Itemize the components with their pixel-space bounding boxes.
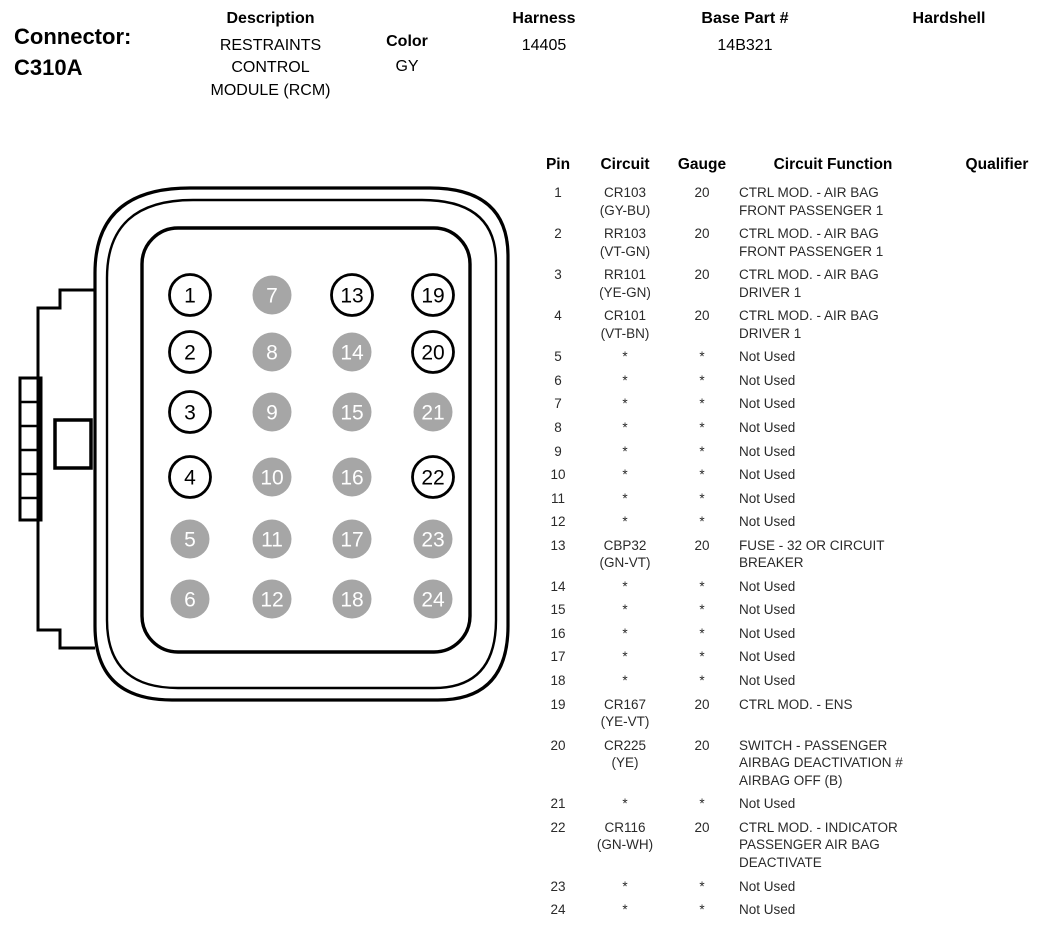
circuit-function-cell: Not Used [739, 420, 796, 436]
connector-pin-20 [413, 332, 454, 373]
circuit-cell: * [622, 443, 628, 459]
connector-pin-9 [253, 393, 292, 432]
connector-pin-4 [170, 457, 211, 498]
pin-number-label: 20 [421, 341, 445, 365]
description-value: RESTRAINTS CONTROL MODULE (RCM) [210, 37, 331, 99]
pin-row-14 [537, 575, 1061, 599]
col-header-qualifier: Qualifier [965, 156, 1029, 173]
pin-number-cell: 24 [550, 902, 566, 918]
pin-number-cell: 4 [554, 308, 562, 324]
qualifier-cell [933, 416, 1061, 440]
gauge-cell: 20 [694, 696, 710, 712]
circuit-cell: RR103 (VT-GN) [599, 226, 651, 259]
pin-number-label: 10 [260, 466, 284, 490]
qualifier-cell [933, 369, 1061, 393]
connector-pin-23 [414, 520, 453, 559]
circuit-cell: * [622, 902, 628, 918]
connector-pin-10 [253, 458, 292, 497]
pin-row-2 [537, 222, 1061, 263]
qualifier-cell [933, 792, 1061, 816]
pin-number-label: 2 [184, 341, 196, 365]
connector-id-block [14, 22, 131, 84]
gauge-cell: * [699, 349, 705, 365]
pin-row-20 [537, 734, 1061, 793]
connector-pin-6 [171, 580, 210, 619]
circuit-cell: CR225 (YE) [603, 737, 647, 771]
qualifier-cell [933, 304, 1061, 345]
harness-value: 14405 [521, 37, 567, 54]
qualifier-cell [933, 181, 1061, 222]
pin-number-label: 15 [340, 401, 364, 425]
connector-pin-16 [333, 458, 372, 497]
connector-pin-21 [414, 393, 453, 432]
pin-number-cell: 19 [550, 696, 566, 712]
pin-number-cell: 3 [554, 267, 562, 283]
pin-number-cell: 20 [550, 737, 566, 753]
gauge-cell: 20 [694, 226, 710, 242]
pin-row-22 [537, 816, 1061, 875]
pin-number-cell: 2 [554, 226, 562, 242]
bracket-window [55, 420, 91, 468]
harness-label: Harness [512, 10, 576, 27]
gauge-cell: * [699, 673, 705, 689]
pin-number-cell: 22 [550, 819, 566, 835]
circuit-function-cell: Not Used [739, 514, 796, 530]
circuit-cell: * [622, 673, 628, 689]
pin-row-12 [537, 510, 1061, 534]
qualifier-cell [933, 263, 1061, 304]
circuit-cell: * [622, 602, 628, 618]
pin-number-cell: 1 [554, 185, 562, 200]
circuit-function-cell: Not Used [739, 602, 796, 618]
connector-diagram [10, 178, 530, 726]
circuit-cell: * [622, 625, 628, 641]
circuit-cell: * [622, 878, 628, 894]
pin-number-cell: 9 [554, 443, 562, 459]
connector-pin-3 [170, 392, 211, 433]
col-header-circuit-function: Circuit Function [773, 156, 893, 173]
pin-number-label: 4 [184, 466, 196, 490]
connector-pin-13 [332, 275, 373, 316]
circuit-function-cell: CTRL MOD. - AIR BAG FRONT PASSENGER 1 [739, 185, 884, 218]
pin-number-cell: 14 [550, 578, 566, 594]
color-label: Color [386, 33, 428, 50]
gauge-cell: * [699, 602, 705, 618]
circuit-cell: * [622, 578, 628, 594]
pin-row-8 [537, 416, 1061, 440]
pin-number-cell: 7 [554, 396, 562, 412]
connector-pin-5 [171, 520, 210, 559]
gauge-cell: * [699, 649, 705, 665]
col-header-pin: Pin [545, 156, 571, 173]
pin-number-cell: 18 [550, 673, 566, 689]
circuit-function-cell: Not Used [739, 796, 796, 812]
pin-number-cell: 15 [550, 602, 566, 618]
connector-pin-8 [253, 333, 292, 372]
connector-pin-24 [414, 580, 453, 619]
col-header-gauge: Gauge [677, 156, 727, 173]
qualifier-cell [933, 345, 1061, 369]
gauge-cell: 20 [694, 308, 710, 324]
pin-number-cell: 17 [550, 649, 566, 665]
qualifier-cell [933, 222, 1061, 263]
gauge-cell: * [699, 372, 705, 388]
gauge-cell: 20 [694, 819, 710, 835]
pin-number-label: 24 [421, 588, 445, 612]
pin-number-label: 21 [421, 401, 445, 425]
pin-row-24 [537, 898, 1061, 922]
hardshell-label: Hardshell [912, 10, 986, 27]
gauge-cell: * [699, 625, 705, 641]
pin-row-19 [537, 693, 1061, 734]
pin-number-label: 9 [266, 401, 278, 425]
gauge-cell: * [699, 902, 705, 918]
circuit-cell: CR116 (GN-WH) [596, 819, 654, 853]
circuit-cell: * [622, 420, 628, 436]
pin-number-label: 17 [340, 528, 364, 552]
table-header-row [537, 156, 1061, 181]
qualifier-cell [933, 440, 1061, 464]
connector-pin-2 [170, 332, 211, 373]
gauge-cell: * [699, 443, 705, 459]
pin-number-label: 5 [184, 528, 196, 552]
pin-number-cell: 23 [550, 878, 566, 894]
circuit-function-cell: CTRL MOD. - AIR BAG FRONT PASSENGER 1 [739, 226, 884, 259]
header-field-color [368, 33, 446, 76]
pin-number-label: 14 [340, 341, 364, 365]
qualifier-cell [933, 487, 1061, 511]
circuit-function-cell: SWITCH - PASSENGER AIRBAG DEACTIVATION # AIRBAG OFF (B) [739, 737, 903, 788]
pin-row-16 [537, 622, 1061, 646]
pin-row-18 [537, 669, 1061, 693]
pin-row-5 [537, 345, 1061, 369]
circuit-function-cell: Not Used [739, 490, 796, 506]
connector-pin-15 [333, 393, 372, 432]
connector-pin-22 [413, 457, 454, 498]
header-field-description [183, 10, 358, 102]
pin-number-cell: 13 [550, 537, 566, 553]
circuit-cell: * [622, 467, 628, 483]
pin-row-6 [537, 369, 1061, 393]
pin-row-1 [537, 181, 1061, 222]
circuit-function-cell: Not Used [739, 878, 796, 894]
pinout-table [537, 156, 1061, 922]
circuit-function-cell: Not Used [739, 649, 796, 665]
qualifier-cell [933, 463, 1061, 487]
circuit-cell: * [622, 490, 628, 506]
circuit-function-cell: Not Used [739, 625, 796, 641]
connector-pin-19 [413, 275, 454, 316]
circuit-cell: CR167 (YE-VT) [600, 696, 650, 730]
connector-pin-18 [333, 580, 372, 619]
qualifier-cell [933, 534, 1061, 575]
circuit-cell: * [622, 396, 628, 412]
circuit-cell: * [622, 514, 628, 530]
connector-pin-14 [333, 333, 372, 372]
gauge-cell: * [699, 467, 705, 483]
connector-pin-17 [333, 520, 372, 559]
pin-row-21 [537, 792, 1061, 816]
gauge-cell: * [699, 490, 705, 506]
connector-label: Connector: [14, 24, 132, 49]
pin-number-label: 13 [340, 284, 364, 308]
pin-row-11 [537, 487, 1061, 511]
circuit-cell: * [622, 796, 628, 812]
qualifier-cell [933, 392, 1061, 416]
pin-row-15 [537, 598, 1061, 622]
pin-number-label: 7 [266, 284, 278, 308]
gauge-cell: * [699, 420, 705, 436]
circuit-function-cell: Not Used [739, 349, 796, 365]
circuit-cell: * [622, 649, 628, 665]
pin-number-label: 6 [184, 588, 196, 612]
pin-number-cell: 6 [554, 372, 562, 388]
header-field-harness [494, 10, 594, 55]
pin-number-label: 3 [184, 401, 196, 425]
qualifier-cell [933, 816, 1061, 875]
col-header-circuit: Circuit [600, 156, 650, 173]
pin-number-label: 22 [421, 466, 445, 490]
connector-pin-11 [253, 520, 292, 559]
qualifier-cell [933, 645, 1061, 669]
connector-pin-1 [170, 275, 211, 316]
pin-row-4 [537, 304, 1061, 345]
pin-number-cell: 10 [550, 467, 566, 483]
gauge-cell: * [699, 796, 705, 812]
circuit-function-cell: Not Used [739, 372, 796, 388]
circuit-function-cell: CTRL MOD. - AIR BAG DRIVER 1 [739, 308, 879, 341]
pinout-table-wrap [537, 156, 1061, 922]
circuit-function-cell: Not Used [739, 396, 796, 412]
pin-number-cell: 5 [554, 349, 562, 365]
pin-number-cell: 8 [554, 420, 562, 436]
pin-number-cell: 21 [550, 796, 566, 812]
pin-number-label: 11 [261, 528, 283, 552]
qualifier-cell [933, 693, 1061, 734]
pin-row-3 [537, 263, 1061, 304]
qualifier-cell [933, 898, 1061, 922]
gauge-cell: * [699, 578, 705, 594]
qualifier-cell [933, 510, 1061, 534]
connector-face-svg [10, 178, 530, 726]
pin-number-cell: 11 [550, 490, 565, 506]
circuit-cell: * [622, 349, 628, 365]
pin-number-label: 12 [260, 588, 284, 612]
circuit-function-cell: CTRL MOD. - INDICATOR PASSENGER AIR BAG DEACTIVATE [739, 819, 898, 870]
connector-number: C310A [14, 54, 83, 80]
connector-pin-7 [253, 276, 292, 315]
qualifier-cell [933, 575, 1061, 599]
qualifier-cell [933, 598, 1061, 622]
circuit-function-cell: CTRL MOD. - AIR BAG DRIVER 1 [739, 267, 879, 300]
base-part-value: 14B321 [717, 37, 773, 54]
qualifier-cell [933, 734, 1061, 793]
gauge-cell: * [699, 878, 705, 894]
header-field-hardshell [898, 10, 1000, 37]
gauge-cell: * [699, 396, 705, 412]
pin-row-23 [537, 875, 1061, 899]
pin-row-10 [537, 463, 1061, 487]
circuit-function-cell: FUSE - 32 OR CIRCUIT BREAKER [739, 537, 885, 571]
circuit-function-cell: Not Used [739, 902, 796, 918]
pin-row-7 [537, 392, 1061, 416]
gauge-cell: 20 [694, 267, 710, 283]
circuit-function-cell: Not Used [739, 467, 796, 483]
qualifier-cell [933, 875, 1061, 899]
pin-number-label: 18 [340, 588, 364, 612]
circuit-cell: CR101 (VT-BN) [600, 308, 650, 341]
pin-number-label: 1 [184, 284, 196, 308]
gauge-cell: 20 [694, 737, 710, 753]
qualifier-cell [933, 622, 1061, 646]
qualifier-cell [933, 669, 1061, 693]
connector-pin-12 [253, 580, 292, 619]
circuit-function-cell: Not Used [739, 673, 796, 689]
pin-row-17 [537, 645, 1061, 669]
gauge-cell: 20 [694, 537, 710, 553]
color-value: GY [395, 58, 419, 75]
circuit-cell: CBP32 (GN-VT) [599, 537, 651, 571]
pin-number-cell: 12 [550, 514, 566, 530]
circuit-cell: CR103 (GY-BU) [599, 185, 651, 218]
gauge-cell: * [699, 514, 705, 530]
base-part-label: Base Part # [701, 10, 789, 27]
description-label: Description [226, 10, 315, 27]
pin-row-13 [537, 534, 1061, 575]
gauge-cell: 20 [694, 185, 710, 200]
pin-number-label: 19 [421, 284, 445, 308]
pin-number-cell: 16 [550, 625, 566, 641]
pin-number-label: 16 [340, 466, 364, 490]
circuit-function-cell: CTRL MOD. - ENS [739, 696, 853, 712]
pin-number-label: 23 [421, 528, 445, 552]
circuit-function-cell: Not Used [739, 443, 796, 459]
pin-row-9 [537, 440, 1061, 464]
header-field-base-part [686, 10, 804, 55]
circuit-function-cell: Not Used [739, 578, 796, 594]
circuit-cell: * [622, 372, 628, 388]
pin-number-label: 8 [266, 341, 278, 365]
circuit-cell: RR101 (YE-GN) [599, 267, 651, 300]
